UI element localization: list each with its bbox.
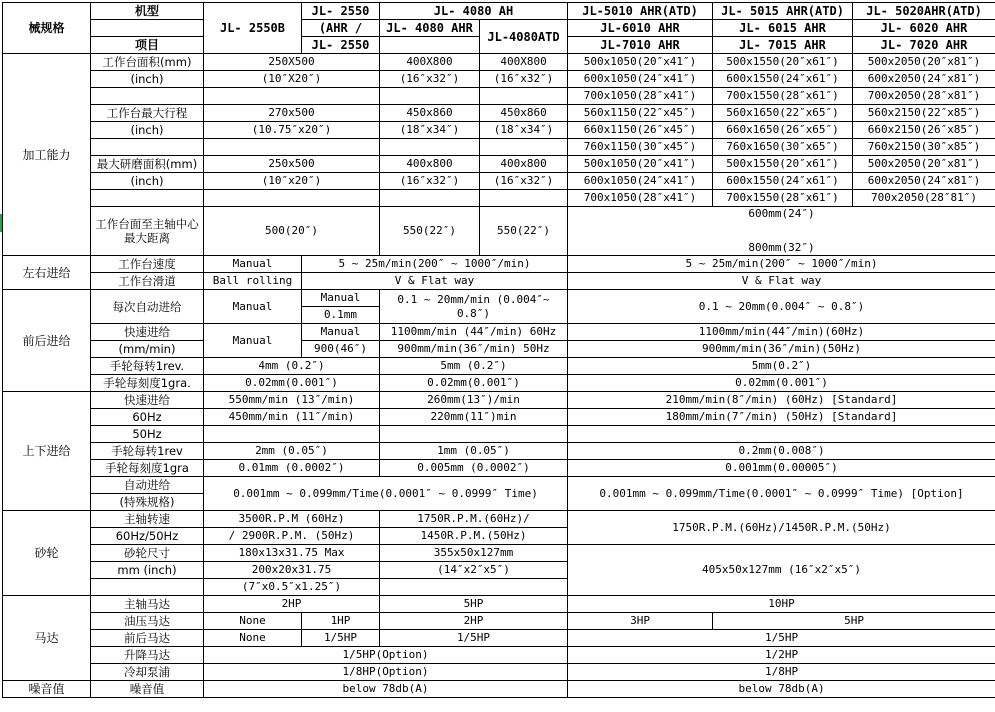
table-cell: 500x1550(20″x61″) — [713, 156, 853, 173]
table-cell: 700x1050(28″x41″) — [568, 88, 713, 105]
table-cell: 工作台速度 — [91, 256, 204, 273]
model-6010: JL-6010 AHR — [568, 20, 713, 37]
table-cell: 5mm (0.2″) — [380, 358, 568, 375]
table-cell: 5 ~ 25m/min(200″ ~ 1000″/min) — [302, 256, 568, 273]
table-cell: 660x1650(26″x65″) — [713, 122, 853, 139]
table-cell: 1/2HP — [568, 647, 995, 664]
table-cell: (16″x32″) — [480, 71, 568, 88]
table-cell: 1100mm/min (44″/min) 60Hz — [380, 324, 568, 341]
category-motor: 马达 — [3, 596, 91, 681]
table-cell: (7″x0.5″x1.25″) — [204, 579, 380, 596]
table-row — [3, 511, 995, 528]
table-cell: 600x2050(24″x81″) — [853, 71, 995, 88]
table-row — [3, 477, 995, 494]
table-cell: 0.001mm ~ 0.099mm/Time(0.0001″ ~ 0.0999″ Time) [Option] — [568, 477, 995, 511]
empty-cell — [91, 139, 204, 156]
empty-cell — [568, 426, 995, 443]
table-cell: 5HP — [713, 613, 995, 630]
table-cell: 500x2050(20″x81″) — [853, 156, 995, 173]
table-row — [3, 443, 995, 460]
table-cell: 1HP — [302, 613, 380, 630]
table-cell: 700x2050(28″81″) — [853, 190, 995, 207]
table-cell: 1/5HP — [380, 630, 568, 647]
table-cell: 1/8HP — [568, 664, 995, 681]
table-cell: 400X800 — [380, 54, 480, 71]
table-cell: 0.1mm — [302, 307, 380, 324]
spec-table — [2, 2, 995, 698]
table-row — [3, 375, 995, 392]
table-cell: Manual — [204, 290, 302, 324]
table-cell: 主轴马达 — [91, 596, 204, 613]
table-cell: 600x2050(24″x81″) — [853, 173, 995, 190]
empty-cell — [91, 579, 204, 596]
model-2550-a: JL- 2550 — [302, 3, 380, 20]
table-cell: (18″x34″) — [480, 122, 568, 139]
table-cell: 3HP — [568, 613, 713, 630]
empty-cell — [480, 139, 568, 156]
model-7010: JL-7010 AHR — [568, 37, 713, 54]
table-cell: below 78db(A) — [568, 681, 995, 698]
empty-cell — [91, 88, 204, 105]
table-cell: (inch) — [91, 122, 204, 139]
table-cell: (特殊规格) — [91, 494, 204, 511]
table-cell: 工作台最大行程 — [91, 105, 204, 122]
table-cell: (10.75″x20″) — [204, 122, 380, 139]
table-cell: 400x800 — [480, 156, 568, 173]
table-cell: 250x500 — [204, 156, 380, 173]
table-cell: 手轮每转1rev — [91, 443, 204, 460]
table-cell: 2HP — [380, 613, 568, 630]
table-cell: 油压马达 — [91, 613, 204, 630]
model-7020: JL- 7020 AHR — [853, 37, 995, 54]
table-cell: 270x500 — [204, 105, 380, 122]
table-cell: 700x1550(28″x61″) — [713, 88, 853, 105]
table-row — [3, 105, 995, 122]
table-cell: 升降马达 — [91, 647, 204, 664]
table-cell: 60Hz — [91, 409, 204, 426]
table-row — [3, 122, 995, 139]
table-cell: 260mm(13″)/min — [380, 392, 568, 409]
table-cell: / 2900R.P.M. (50Hz) — [204, 528, 380, 545]
table-cell: (10″x20″) — [204, 173, 380, 190]
empty-cell — [380, 37, 480, 54]
spec-header: 械规格 — [3, 3, 91, 54]
table-cell: 0.2mm(0.008″) — [568, 443, 995, 460]
table-cell: 1/5HP(Option) — [204, 647, 568, 664]
table-cell: Manual — [302, 324, 380, 341]
table-cell: 600x1050(24″x41″) — [568, 71, 713, 88]
model-2550-c: JL- 2550 — [302, 37, 380, 54]
table-cell: 0.01mm (0.0002″) — [204, 460, 380, 477]
table-cell: 5 ~ 25m/min(200″ ~ 1000″/min) — [568, 256, 995, 273]
table-cell: (16″x32″) — [380, 71, 480, 88]
table-cell: 700x2050(28″x81″) — [853, 88, 995, 105]
table-row — [3, 630, 995, 647]
table-cell: 工作台面积(mm) — [91, 54, 204, 71]
table-cell: 900mm/min(36″/min) 50Hz — [380, 341, 568, 358]
table-cell: 600x1050(24″x41″) — [568, 173, 713, 190]
table-cell: 2HP — [204, 596, 380, 613]
table-cell: 手轮每转1rev. — [91, 358, 204, 375]
table-cell: 450mm/min (11″/min) — [204, 409, 380, 426]
model-header: 机型 — [91, 3, 204, 20]
table-cell: 0.02mm(0.001″) — [568, 375, 995, 392]
table-cell: Manual — [204, 324, 302, 358]
table-cell: 900mm/min(36″/min)(50Hz) — [568, 341, 995, 358]
table-cell: 400x800 — [380, 156, 480, 173]
table-row — [3, 392, 995, 409]
table-cell: 手轮每刻度1gra — [91, 460, 204, 477]
table-cell: 700x1550(28″x61″) — [713, 190, 853, 207]
model-6020: JL- 6020 AHR — [853, 20, 995, 37]
table-row — [3, 88, 995, 105]
table-cell: 自动进给 — [91, 477, 204, 494]
table-row — [3, 664, 995, 681]
table-cell: 500x2050(20″x81″) — [853, 54, 995, 71]
model-2550b: JL- 2550B — [204, 3, 302, 54]
table-row — [3, 613, 995, 630]
table-cell: 5mm(0.2″) — [568, 358, 995, 375]
model-4080-ahr: JL- 4080 AHR — [380, 20, 480, 37]
category-machining: 加工能力 — [3, 54, 91, 256]
table-row — [3, 156, 995, 173]
empty-cell — [380, 139, 480, 156]
table-cell: (16″x32″) — [380, 173, 480, 190]
table-cell: (16″x32″) — [480, 173, 568, 190]
table-cell: (inch) — [91, 173, 204, 190]
table-cell: 600x1550(24″x61″) — [713, 71, 853, 88]
table-cell: 主轴转速 — [91, 511, 204, 528]
table-cell: 3500R.P.M (60Hz) — [204, 511, 380, 528]
empty-cell — [480, 190, 568, 207]
table-cell: 5HP — [380, 596, 568, 613]
empty-cell — [204, 88, 380, 105]
empty-cell — [480, 88, 568, 105]
table-cell: 550(22″) — [480, 207, 568, 256]
model-6015: JL- 6015 AHR — [713, 20, 853, 37]
table-cell: 10HP — [568, 596, 995, 613]
table-cell: 180mm/min(7″/min) (50Hz) [Standard] — [568, 409, 995, 426]
item-header: 项目 — [91, 37, 204, 54]
table-cell: 760x1150(30″x45″) — [568, 139, 713, 156]
table-row — [3, 460, 995, 477]
table-row — [3, 681, 995, 698]
table-cell: 700x1050(28″x41″) — [568, 190, 713, 207]
empty-cell — [204, 426, 380, 443]
table-cell: 0.02mm(0.001″) — [204, 375, 380, 392]
table-cell: 405x50x127mm (16″x2″x5″) — [568, 545, 995, 596]
table-cell: Manual — [204, 256, 302, 273]
table-cell: 前后马达 — [91, 630, 204, 647]
table-cell: 550mm/min (13″/min) — [204, 392, 380, 409]
table-cell: 250X500 — [204, 54, 380, 71]
table-cell: 冷却泵浦 — [91, 664, 204, 681]
table-row — [3, 207, 995, 256]
table-cell: 600x1550(24″x61″) — [713, 173, 853, 190]
empty-cell — [380, 88, 480, 105]
table-row — [3, 426, 995, 443]
table-cell: 180x13x31.75 Max — [204, 545, 380, 562]
empty-cell: 600mm(24″) 800mm(32″) — [568, 207, 995, 256]
table-cell: 1/8HP(Option) — [204, 664, 568, 681]
table-cell: 450x860 — [480, 105, 568, 122]
category-lr-feed: 左右进给 — [3, 256, 91, 290]
category-fb-feed: 前后进给 — [3, 290, 91, 392]
table-cell: 550(22″) — [380, 207, 480, 256]
table-cell: 500x1550(20″x61″) — [713, 54, 853, 71]
table-row — [3, 256, 995, 273]
table-cell: 760x2150(30″x85″) — [853, 139, 995, 156]
table-cell: 工作台面至主轴中心最大距离 — [91, 207, 204, 256]
model-5020: JL- 5020AHR(ATD) — [853, 3, 995, 20]
table-cell: 50Hz — [91, 426, 204, 443]
empty-cell — [91, 190, 204, 207]
table-cell: 220mm(11″)min — [380, 409, 568, 426]
table-cell: 355x50x127mm — [380, 545, 568, 562]
empty-cell — [204, 139, 380, 156]
category-noise: 噪音值 — [3, 681, 91, 698]
table-cell: 0.1 ~ 20mm/min (0.004″~ 0.8″) — [380, 290, 568, 324]
table-cell: 560x1650(22″x65″) — [713, 105, 853, 122]
table-cell: V & Flat way — [302, 273, 568, 290]
model-5015: JL- 5015 AHR(ATD) — [713, 3, 853, 20]
table-cell: 0.005mm (0.0002″) — [380, 460, 568, 477]
table-cell: 450x860 — [380, 105, 480, 122]
table-row — [3, 190, 995, 207]
table-row — [3, 409, 995, 426]
table-cell: 4mm (0.2″) — [204, 358, 380, 375]
table-cell: 400X800 — [480, 54, 568, 71]
table-cell: 660x1150(26″x45″) — [568, 122, 713, 139]
table-cell: 每次自动进给 — [91, 290, 204, 324]
table-cell: 900(46″) — [302, 341, 380, 358]
model-2550-b: (AHR / — [302, 20, 380, 37]
table-cell: (18″x34″) — [380, 122, 480, 139]
table-cell: 500x1050(20″x41″) — [568, 54, 713, 71]
table-cell: 660x2150(26″x85″) — [853, 122, 995, 139]
table-cell: 560x1150(22″x45″) — [568, 105, 713, 122]
table-cell: 1mm (0.05″) — [380, 443, 568, 460]
table-cell: below 78db(A) — [204, 681, 568, 698]
table-cell: 1100mm/min(44″/min)(60Hz) — [568, 324, 995, 341]
table-cell: 2mm (0.05″) — [204, 443, 380, 460]
empty-cell — [204, 190, 380, 207]
table-cell: (inch) — [91, 71, 204, 88]
table-cell: 560x2150(22″x85″) — [853, 105, 995, 122]
table-cell: (14″x2″x5″) — [380, 562, 568, 579]
table-row — [3, 173, 995, 190]
table-cell: None — [204, 613, 302, 630]
model-4080atd: JL-4080ATD — [480, 20, 568, 54]
table-cell: V & Flat way — [568, 273, 995, 290]
table-cell: (mm/min) — [91, 341, 204, 358]
table-row — [3, 290, 995, 307]
table-cell: 砂轮尺寸 — [91, 545, 204, 562]
table-cell: 210mm/min(8″/min) (60Hz) [Standard] — [568, 392, 995, 409]
table-cell: Ball rolling — [204, 273, 302, 290]
table-cell: 200x20x31.75 — [204, 562, 380, 579]
header-row — [3, 3, 995, 20]
table-row — [3, 596, 995, 613]
table-cell: 最大研磨面积(mm) — [91, 156, 204, 173]
table-row — [3, 71, 995, 88]
model-5010: JL-5010 AHR(ATD) — [568, 3, 713, 20]
table-cell: 1450R.P.M.(50Hz) — [380, 528, 568, 545]
table-cell: 500(20″) — [204, 207, 380, 256]
table-cell: None — [204, 630, 302, 647]
table-row — [3, 341, 995, 358]
table-row — [3, 324, 995, 341]
table-cell: 快速进给 — [91, 392, 204, 409]
table-cell: 1750R.P.M.(60Hz)/ — [380, 511, 568, 528]
table-cell: 1/5HP — [568, 630, 995, 647]
table-cell: 快速进给 — [91, 324, 204, 341]
empty-cell — [380, 190, 480, 207]
table-cell: 噪音值 — [91, 681, 204, 698]
table-cell: Manual — [302, 290, 380, 307]
empty-cell — [380, 426, 568, 443]
table-cell: 0.1 ~ 20mm(0.004″ ~ 0.8″) — [568, 290, 995, 324]
table-cell: (10″X20″) — [204, 71, 380, 88]
table-cell: 手轮每刻度1gra. — [91, 375, 204, 392]
table-row — [3, 139, 995, 156]
empty-cell — [91, 20, 204, 37]
table-row — [3, 545, 995, 562]
table-cell: mm (inch) — [91, 562, 204, 579]
table-row — [3, 358, 995, 375]
table-cell: 0.02mm(0.001″) — [380, 375, 568, 392]
table-cell: 1/5HP — [302, 630, 380, 647]
category-ud-feed: 上下进给 — [3, 392, 91, 511]
table-cell: 工作台滑道 — [91, 273, 204, 290]
table-cell: 60Hz/50Hz — [91, 528, 204, 545]
table-cell: 0.001mm(0.00005″) — [568, 460, 995, 477]
table-cell: 500x1050(20″x41″) — [568, 156, 713, 173]
model-7015: JL- 7015 AHR — [713, 37, 853, 54]
table-cell: 760x1650(30″x65″) — [713, 139, 853, 156]
category-wheel: 砂轮 — [3, 511, 91, 596]
header-row — [3, 20, 995, 37]
table-cell: 0.001mm ~ 0.099mm/Time(0.0001″ ~ 0.0999″ Time) — [204, 477, 568, 511]
table-row — [3, 54, 995, 71]
model-4080-ah: JL- 4080 AH — [380, 3, 568, 20]
table-row — [3, 647, 995, 664]
empty-cell — [380, 579, 568, 596]
table-row — [3, 273, 995, 290]
table-cell: 1750R.P.M.(60Hz)/1450R.P.M.(50Hz) — [568, 511, 995, 545]
